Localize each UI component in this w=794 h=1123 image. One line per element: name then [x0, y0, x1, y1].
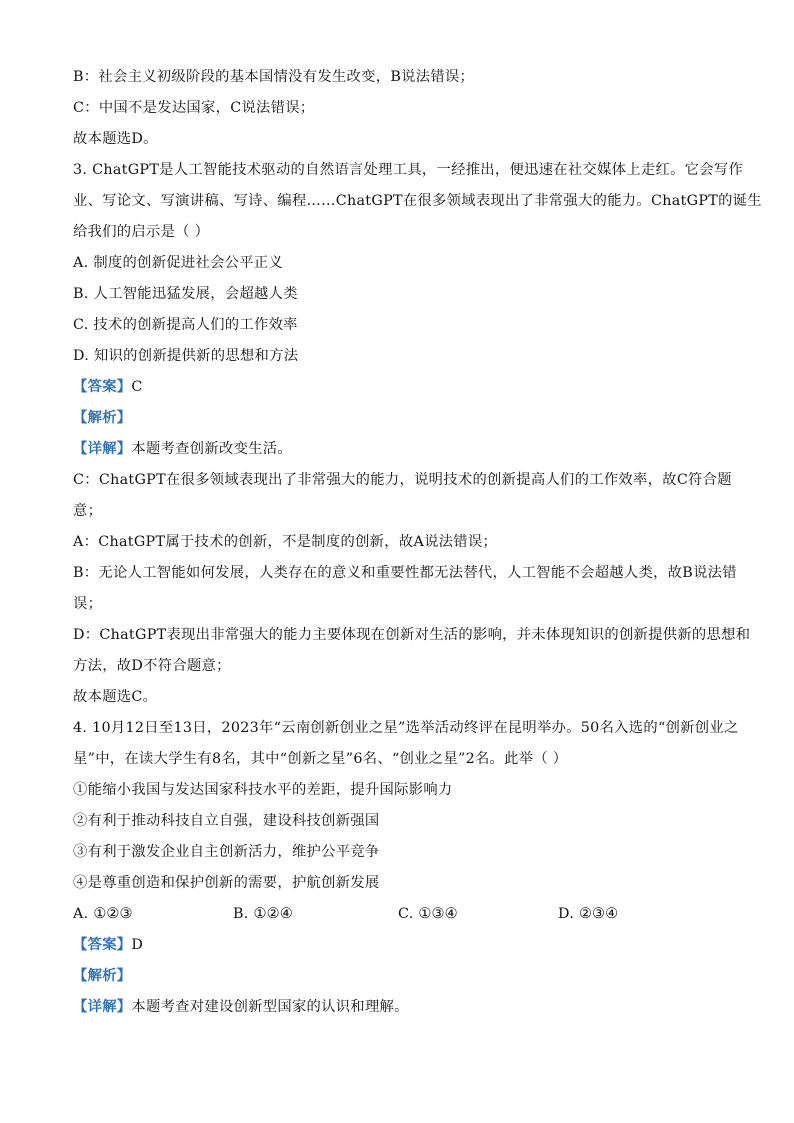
question-3-stem: 3. ChatGPT是人工智能技术驱动的自然语言处理工具，一经推出，便迅速在社交媒体上走红。它会写作 — [73, 162, 744, 178]
question-3-stem: 业、写论文、写演讲稿、写诗、编程……ChatGPT在很多领域表现出了非常强大的能力。ChatGPT的诞生 — [73, 193, 762, 209]
text-line: 方法，故D不符合题意； — [73, 658, 231, 674]
question-4-option-b: B. ①②④ — [233, 906, 293, 922]
detail-tag: 【详解】 — [73, 441, 132, 457]
text-line: 误； — [73, 596, 103, 612]
question-4-detail — [73, 992, 723, 1023]
question-3-detail — [73, 434, 723, 465]
text-line: B：社会主义初级阶段的基本国情没有发生改变，B说法错误； — [73, 69, 475, 85]
detail-tag: 【详解】 — [73, 999, 132, 1015]
question-4-option-c: C. ①③④ — [398, 906, 458, 922]
question-3-option-c: C. 技术的创新提高人们的工作效率 — [73, 317, 298, 333]
answer-value: D — [131, 937, 144, 953]
question-4-stem: 4. 10月12日至13日，2023年“云南创新创业之星”选举活动终评在昆明举办。50名入选的“创新创业之 — [73, 720, 739, 736]
text-line: A：ChatGPT属于技术的创新，不是制度的创新，故A说法错误； — [73, 534, 498, 550]
answer-value: C — [131, 379, 143, 395]
question-4-option-a: A. ①②③ — [73, 906, 133, 922]
question-3-option-a: A. 制度的创新促进社会公平正义 — [73, 255, 284, 271]
document-page — [73, 62, 762, 1023]
question-4-stem: 星”中，在读大学生有8名，其中“创新之星”6名、“创业之星”2名。此举（ ） — [73, 751, 568, 767]
question-3-option-d: D. 知识的创新提供新的思想和方法 — [73, 348, 299, 364]
question-4-statement: ④是尊重创造和保护创新的需要，护航创新发展 — [73, 875, 380, 891]
answer-tag: 【答案】 — [73, 379, 132, 395]
detail-text: 本题考查对建设创新型国家的认识和理解。 — [131, 999, 409, 1015]
analysis-tag: 【解析】 — [73, 968, 132, 984]
text-line: C：ChatGPT在很多领域表现出了非常强大的能力，说明技术的创新提高人们的工作效率，故C符合题 — [73, 472, 732, 488]
analysis-tag: 【解析】 — [73, 410, 132, 426]
text-line: D：ChatGPT表现出非常强大的能力主要体现在创新对生活的影响，并未体现知识的创新提供新的思想和 — [73, 627, 751, 643]
question-3-option-b: B. 人工智能迅猛发展，会超越人类 — [73, 286, 298, 302]
question-3-analysis — [73, 403, 723, 434]
question-4-statement: ①能缩小我国与发达国家科技水平的差距，提升国际影响力 — [73, 782, 453, 798]
question-4-options — [73, 899, 723, 930]
question-4-answer — [73, 930, 723, 961]
text-line: 故本题选D。 — [73, 131, 158, 147]
text-line: 故本题选C。 — [73, 689, 158, 705]
question-3-answer — [73, 372, 723, 403]
question-3-stem: 给我们的启示是（ ） — [73, 224, 210, 240]
question-4-statement: ③有利于激发企业自主创新活力，维护公平竞争 — [73, 844, 380, 860]
detail-text: 本题考查创新改变生活。 — [131, 441, 292, 457]
text-line: B：无论人工智能如何发展，人类存在的意义和重要性都无法替代，人工智能不会超越人类，故B说法错 — [73, 565, 737, 581]
text-line: C：中国不是发达国家，C说法错误； — [73, 100, 315, 116]
question-4-analysis — [73, 961, 723, 992]
answer-tag: 【答案】 — [73, 937, 132, 953]
question-4-statement: ②有利于推动科技自立自强，建设科技创新强国 — [73, 813, 380, 829]
text-line: 意； — [73, 503, 103, 519]
question-4-option-d: D. ②③④ — [558, 906, 619, 922]
